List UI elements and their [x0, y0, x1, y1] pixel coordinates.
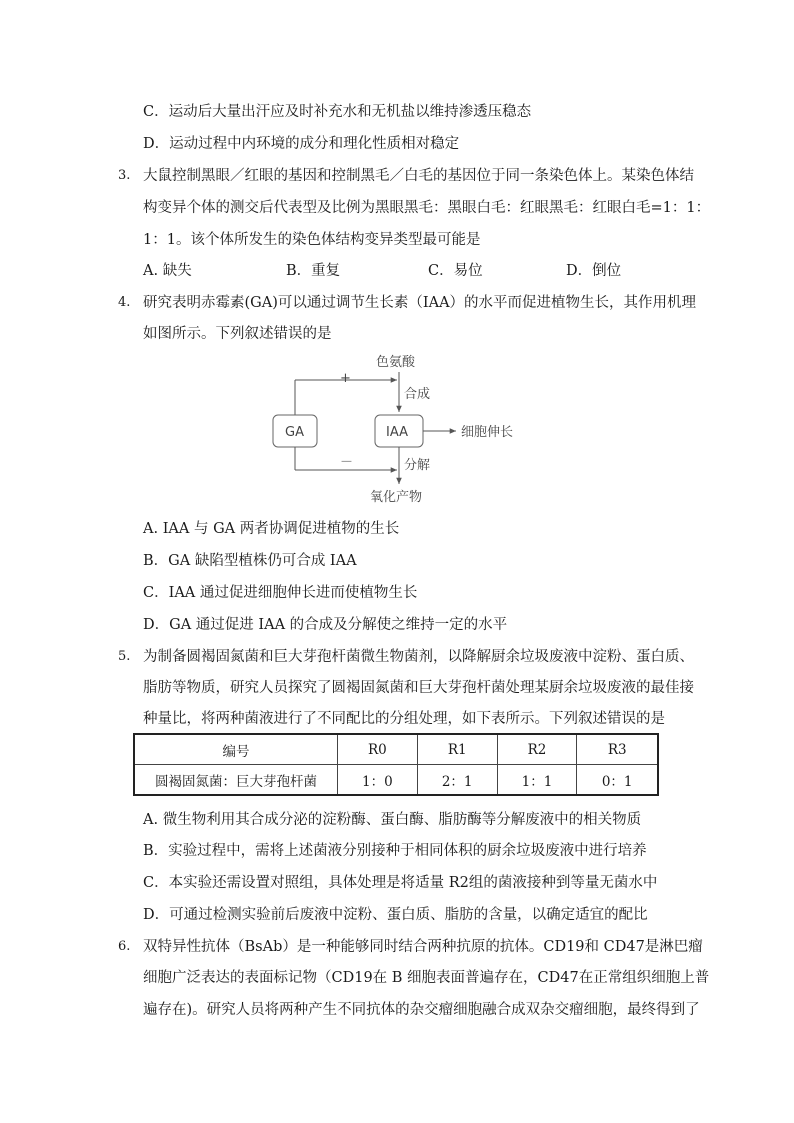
synthesis-label: 合成 [404, 387, 431, 402]
tryptophan-label: 色氨酸 [376, 355, 416, 370]
q6-stem-line1: 双特异性抗体（BsAb）是一种能够同时结合两种抗原的抗体。CD19和 CD47是淋巴瘤 [143, 939, 703, 955]
q6-stem-line3: 遍存在)。研究人员将两种产生不同抗体的杂交瘤细胞融合成双杂交瘤细胞，最终得到了 [143, 1002, 700, 1018]
minus-sign: － [340, 455, 354, 470]
table-header-cell: R0 [338, 734, 418, 765]
q2-option-c: C．运动后大量出汗应及时补充水和无机盐以维持渗透压稳态 [143, 104, 532, 120]
plus-sign: + [340, 371, 351, 386]
table-cell: 1：1 [497, 765, 577, 796]
decompose-label: 分解 [404, 458, 431, 473]
q3-stem-line3: 1：1。该个体所发生的染色体结构变异类型最可能是 [143, 232, 481, 248]
q4-option-d: D．GA 通过促进 IAA 的合成及分解使之维持一定的水平 [143, 617, 508, 633]
q3-option-c: C．易位 [428, 263, 483, 279]
q4-option-b: B．GA 缺陷型植株仍可合成 IAA [143, 553, 357, 569]
table-header-cell: 编号 [134, 734, 338, 765]
q4-option-a: A. IAA 与 GA 两者协调促进植物的生长 [143, 521, 400, 537]
table-cell: 1：0 [338, 765, 418, 796]
oxidation-label: 氧化产物 [370, 490, 423, 505]
table-cell: 2：1 [417, 765, 497, 796]
table-row [134, 765, 658, 796]
q5-option-a: A. 微生物利用其合成分泌的淀粉酶、蛋白酶、脂肪酶等分解废液中的相关物质 [143, 812, 642, 828]
table-header-cell: R1 [417, 734, 497, 765]
q6-stem-line2: 细胞广泛表达的表面标记物（CD19在 B 细胞表面普遍存在，CD47在正常组织细胞上普 [143, 970, 710, 986]
iaa-label: IAA [386, 425, 408, 440]
q3-number: 3. [118, 168, 131, 183]
table-header-cell: R2 [497, 734, 577, 765]
ga-label: GA [285, 425, 304, 440]
q5-number: 5. [118, 649, 131, 664]
ga-iaa-mechanism-diagram [268, 350, 548, 510]
q4-stem-line1: 研究表明赤霉素(GA)可以通过调节生长素（IAA）的水平而促进植物生长，其作用机理 [143, 295, 697, 311]
q3-stem-line2: 构变异个体的测交后代表型及比例为黑眼黑毛：黑眼白毛：红眼黑毛：红眼白毛=1：1： [143, 200, 711, 216]
table-cell: 0：1 [577, 765, 658, 796]
q4-option-c: C．IAA 通过促进细胞伸长进而使植物生长 [143, 585, 418, 601]
q3-stem-line1: 大鼠控制黑眼／红眼的基因和控制黑毛／白毛的基因位于同一条染色体上。某染色体结 [143, 168, 694, 184]
q5-option-b: B．实验过程中，需将上述菌液分别接种于相同体积的厨余垃圾废液中进行培养 [143, 843, 647, 859]
q5-stem-line3: 种量比，将两种菌液进行了不同配比的分组处理，如下表所示。下列叙述错误的是 [143, 711, 665, 727]
table-header-cell: R3 [577, 734, 658, 765]
q3-option-b: B．重复 [286, 263, 341, 279]
q4-number: 4. [118, 295, 131, 310]
ratio-table [133, 733, 659, 796]
table-cell: 圆褐固氮菌：巨大芽孢杆菌 [134, 765, 338, 796]
q3-option-a: A. 缺失 [143, 263, 192, 279]
elongation-label: 细胞伸长 [461, 425, 514, 440]
table-row [134, 734, 658, 765]
q5-option-d: D．可通过检测实验前后废液中淀粉、蛋白质、脂肪的含量，以确定适宜的配比 [143, 907, 648, 923]
q3-option-d: D．倒位 [566, 263, 622, 279]
q2-option-d: D．运动过程中内环境的成分和理化性质相对稳定 [143, 136, 460, 152]
q5-stem-line1: 为制备圆褐固氮菌和巨大芽孢杆菌微生物菌剂，以降解厨余垃圾废液中淀粉、蛋白质、 [143, 649, 694, 665]
q4-stem-line2: 如图所示。下列叙述错误的是 [143, 326, 332, 342]
q5-option-c: C．本实验还需设置对照组，具体处理是将适量 R2组的菌液接种到等量无菌水中 [143, 875, 658, 891]
q5-stem-line2: 脂肪等物质，研究人员探究了圆褐固氮菌和巨大芽孢杆菌处理某厨余垃圾废液的最佳接 [143, 680, 694, 696]
q6-number: 6. [118, 939, 131, 954]
